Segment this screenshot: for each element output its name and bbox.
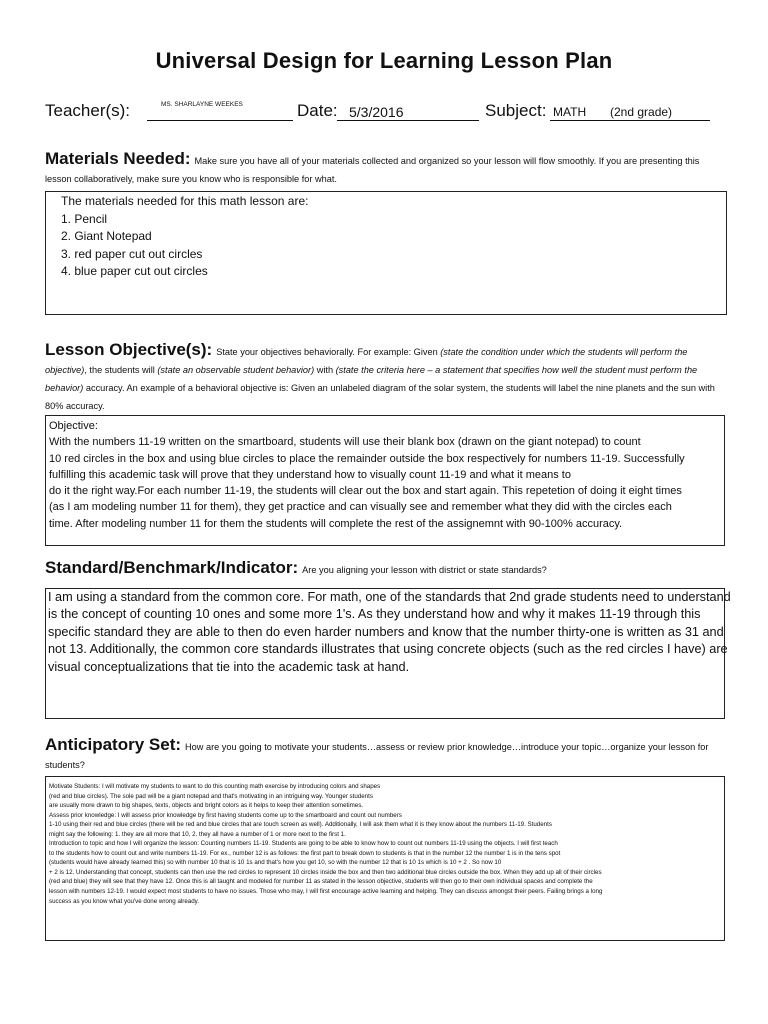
anticipatory-line: + 2 is 12. Understanding that concept, students can then use the red circles to represent 10 circles inside the box and then two additional blue circles outside the box. When they add up all of their circles [49, 868, 602, 876]
anticipatory-instructions: How are you going to motivate your students…assess or review prior knowledge…introduce your topic…organize your lesson for students? [45, 742, 709, 770]
objective-line: Objective: [49, 420, 98, 432]
anticipatory-line: (students would have already learned this) so with number 10 that is 10 1s and that's how you get 10, so with the number 12 that is 10 1s which is 10 + 2 . So now 10 [49, 859, 502, 867]
materials-heading-block [45, 150, 725, 188]
standard-instructions: Are you aligning your lesson with district or state standards? [302, 565, 547, 575]
anticipatory-heading-block [45, 736, 725, 774]
materials-line: 1. Pencil [61, 211, 108, 226]
standard-line: I am using a standard from the common core. For math, one of the standards that 2nd grade students need to understand [48, 590, 731, 604]
anticipatory-line: Motivate Students: I will motivate my students to want to do this counting math exercise by introducing colors and shapes [49, 783, 381, 790]
anticipatory-heading: Anticipatory Set: [45, 735, 182, 754]
standard-line: not 13. Additionally, the common core standards illustrates that using concrete objects (such as the red circles I have) are [48, 642, 728, 657]
anticipatory-line: Assess prior knowledge: I will assess prior knowledge by first having students come up to the smartboard and count out numbers [49, 811, 402, 819]
anticipatory-line: might say the following: 1. they are all more that 10, 2. they all have a number of 1 or more next to the first 1. [49, 830, 346, 838]
teacher-underline [147, 120, 293, 121]
teacher-label: Teacher(s): [45, 101, 131, 120]
objective-line: With the numbers 11-19 written on the smartboard, students will use their blank box (drawn on the giant notepad) to count [49, 436, 641, 449]
anticipatory-line: to the students how to count out and write numbers 11-19. For ex., number 12 is as follows: the first part to break down to students is that in the number 12 the number 1 is in the tens spot [49, 849, 561, 857]
anticipatory-box [45, 776, 725, 941]
objective-line: 10 red circles in the box and using blue circles to place the remainder outside the box respectively for numbers 11-19. Successfully [49, 452, 685, 465]
anticipatory-line: are usually more drawn to big shapes, texts, objects and bright colors as it helps to keep their attention sometimes. [49, 802, 364, 810]
objective-heading: Lesson Objective(s): [45, 340, 213, 359]
materials-line: The materials needed for this math lesson are: [61, 194, 309, 208]
standard-heading: Standard/Benchmark/Indicator: [45, 558, 299, 577]
date-underline [337, 120, 479, 121]
materials-box [45, 191, 727, 315]
standard-line: specific standard they are able to then do even harder numbers and know that the number thirty-one is written as 31 and [48, 624, 724, 639]
page-title: Universal Design for Learning Lesson Plan [155, 48, 613, 73]
materials-line: 2. Giant Notepad [61, 229, 152, 243]
standard-line: is the concept of counting 10 ones and some more 1's. As they understand how and why it makes 11-19 through this [48, 607, 701, 622]
standard-heading-block [45, 559, 725, 579]
subject-underline [550, 120, 710, 121]
anticipatory-line: (red and blue circles). The sole pad will be a giant notepad and that's motivating in an intriguing way. Younger students [49, 792, 373, 800]
anticipatory-line: lesson with numbers 12-19. I would expect most students to have no issues. Those who may, I will first encourage active learning and helping. They can discuss amongst their peers. Failing brings a long [49, 888, 603, 896]
date-label: Date: [297, 101, 338, 120]
anticipatory-text [46, 777, 724, 906]
objective-line: do it the right way.For each number 11-19, the students will clear out the box and start again. This repetetion of doing it eight times [49, 485, 682, 498]
standard-line: visual conceptualizations that tie into the academic task at hand. [48, 659, 410, 674]
date-value: 5/3/2016 [349, 104, 404, 120]
anticipatory-line: success as you know what you've done wrong already. [49, 897, 199, 905]
materials-line: 3. red paper cut out circles [61, 246, 203, 261]
standard-text [46, 589, 731, 676]
objective-line: time. After modeling number 11 for them the students will complete the rest of the assignemnt with 90-100% accuracy. [49, 517, 623, 530]
materials-line: 4. blue paper cut out circles [61, 264, 208, 278]
anticipatory-line: (red and blue) they will see that they have 12. Once this is all taught and modeled for number 11 as stated in the lesson objective, students will then go to their own individual spaces and complete the [49, 878, 593, 886]
objective-text [46, 416, 724, 532]
teacher-value: MS. SHARLAYNE WEEKES [161, 101, 243, 108]
objective-instructions: State your objectives behaviorally. For example: Given (state the condition under which the students will perform the objective), the students will (state an observable student behavior) with (state the criteria here – a statement that specifies how well the student must perform the behavior) accuracy. An example of a behavioral objective is: Given an unlabeled diagram of the solar system, the students will label the nine planets and the sun with 80% accuracy. [45, 347, 715, 411]
materials-heading: Materials Needed: [45, 149, 191, 168]
subject-value: MATH [553, 105, 587, 119]
materials-text [46, 192, 726, 281]
materials-instructions: Make sure you have all of your materials collected and organized so your lesson will flow smoothly. If you are presenting this lesson collaboratively, make sure you know who is responsible for what. [45, 156, 700, 184]
header-row [45, 101, 725, 125]
objective-line: fulfilling this academic task will prove that they understand how to visually count 11-19 and what it means to [49, 468, 571, 481]
anticipatory-line: 1-10 using their red and blue circles (there will be red and blue circles that are touch screen as well). Additionally, I will ask them what it is they know about the numbers 11-19. Students [49, 821, 552, 829]
objective-line: (as I am modeling number 11 for them), they get practice and can visually see and remember what they did with the circles each [49, 501, 672, 514]
subject-label: Subject: [485, 101, 547, 120]
anticipatory-line: Introduction to topic and how I will organize the lesson: Counting numbers 11-19. Students are going to be able to know how to count out numbers 11-19 using the objects. I will first teach [49, 840, 558, 848]
objective-box [45, 415, 725, 546]
subject-grade: (2nd grade) [610, 105, 673, 119]
objective-heading-block [45, 341, 725, 415]
standard-box [45, 588, 731, 719]
